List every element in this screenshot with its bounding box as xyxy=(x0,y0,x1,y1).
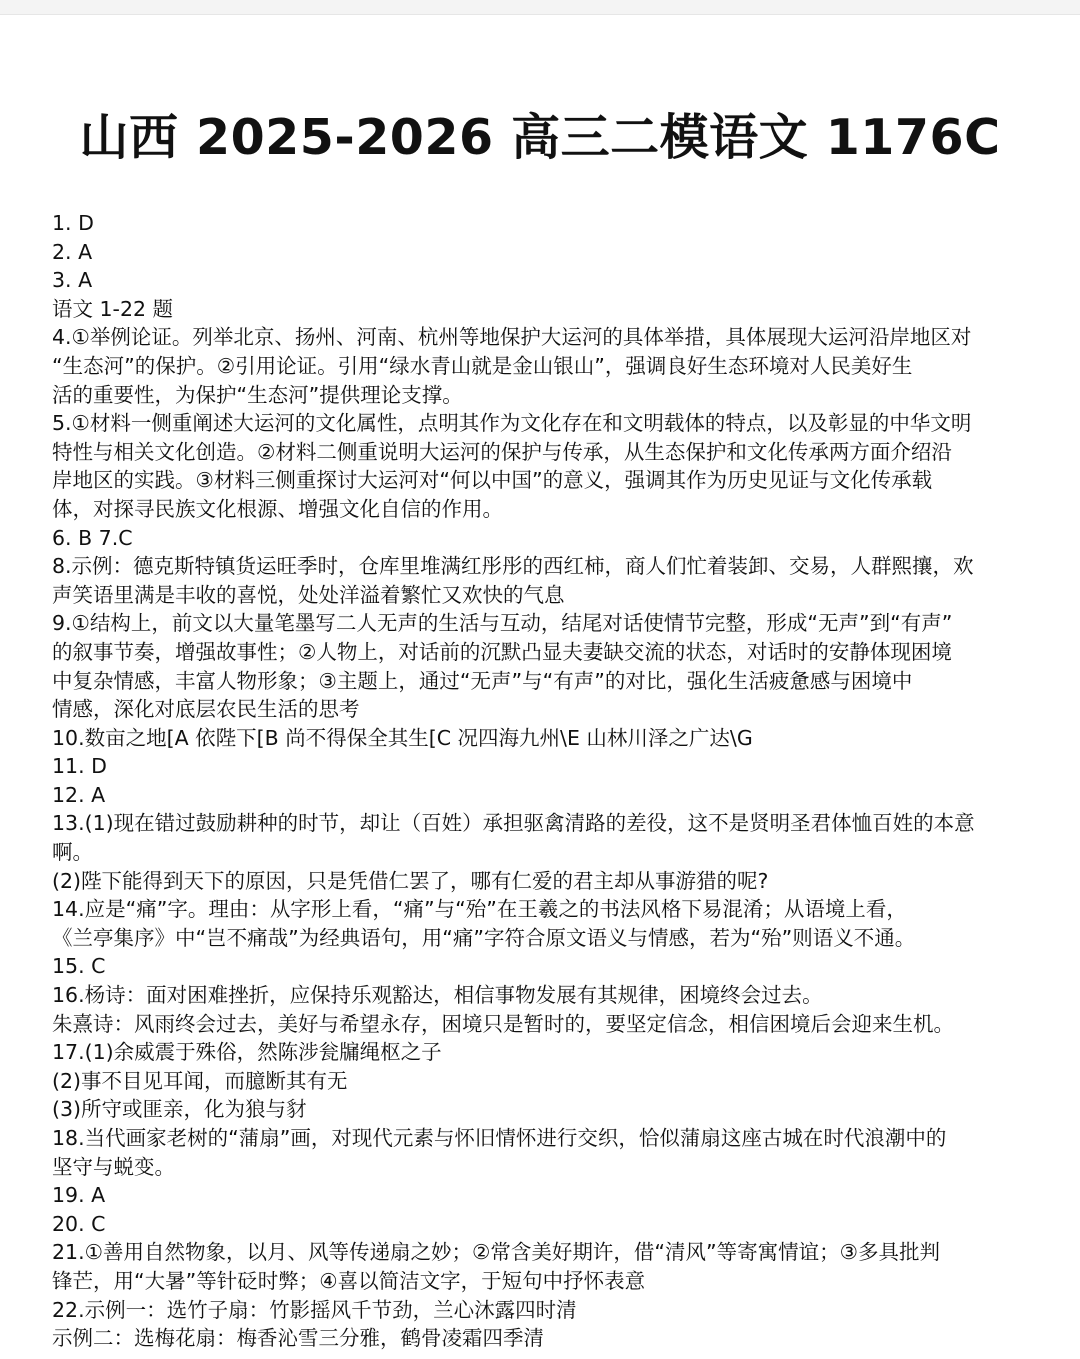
answer-line: 4.①举例论证。列举北京、扬州、河南、杭州等地保护大运河的具体举措，具体展现大运河沿岸地区对 xyxy=(52,325,972,350)
answer-line: 中复杂情感，丰富人物形象；③主题上，通过“无声”与“有声”的对比，强化生活疲惫感与困境中 xyxy=(52,668,913,693)
answer-line: 朱熹诗：风雨终会过去，美好与希望永存，困境只是暂时的，要坚定信念，相信困境后会迎来生机。 xyxy=(52,1011,954,1036)
answer-line: 特性与相关文化创造。②材料二侧重说明大运河的保护与传承，从生态保护和文化传承两方面介绍沿 xyxy=(52,439,952,464)
answer-line: 12. A xyxy=(52,782,106,807)
answer-line: (2)陛下能得到天下的原因，只是凭借仁罢了，哪有仁爱的君主却从事游猎的呢? xyxy=(52,868,769,893)
answer-line: 2. A xyxy=(52,239,93,264)
answer-line: 情感，深化对底层农民生活的思考 xyxy=(52,697,360,722)
answer-line: 《兰亭集序》中“岂不痛哉”为经典语句，用“痛”字符合原文语义与情感，若为“殆”则语义不通。 xyxy=(52,925,916,950)
answer-line: 啊。 xyxy=(52,840,93,865)
answer-line: 21.①善用自然物象，以月、风等传递扇之妙；②常含美好期许，借“清风”等寄寓情谊；③多具批判 xyxy=(52,1240,940,1265)
answer-line: 声笑语里满是丰收的喜悦，处处洋溢着繁忙又欢快的气息 xyxy=(52,582,565,607)
answer-line: 岸地区的实践。③材料三侧重探讨大运河对“何以中国”的意义，强调其作为历史见证与文化传承载 xyxy=(52,468,933,493)
answer-list xyxy=(52,209,1042,1353)
answer-line: 体，对探寻民族文化根源、增强文化自信的作用。 xyxy=(52,496,503,521)
answer-line: (3)所守或匪亲，化为狼与豺 xyxy=(52,1097,307,1122)
answer-line: 的叙事节奏，增强故事性；②人物上，对话前的沉默凸显夫妻缺交流的状态，对话时的安静体现困境 xyxy=(52,639,952,664)
answer-line: 11. D xyxy=(52,754,107,779)
answer-line: 语文 1-22 题 xyxy=(52,296,174,321)
answer-line: 坚守与蜕变。 xyxy=(52,1154,175,1179)
answer-line: 1. D xyxy=(52,211,94,235)
top-bar xyxy=(0,0,1080,15)
answer-line: 17.(1)余威震于殊俗，然陈涉瓮牖绳枢之子 xyxy=(52,1040,442,1065)
answer-line: (2)事不目见耳闻，而臆断其有无 xyxy=(52,1068,348,1093)
answer-line: 16.杨诗：面对困难挫折，应保持乐观豁达，相信事物发展有其规律，困境终会过去。 xyxy=(52,983,823,1008)
answer-line: “生态河”的保护。②引用论证。引用“绿水青山就是金山银山”，强调良好生态环境对人民美好生 xyxy=(52,353,913,378)
answer-line: 14.应是“痛”字。理由：从字形上看，“痛”与“殆”在王羲之的书法风格下易混淆；从语境上看， xyxy=(52,897,907,922)
answer-line: 10.数亩之地[A 依陛下[B 尚不得保全其生[C 况四海九州\E 山林川泽之广达\G xyxy=(52,725,753,750)
answer-line: 22.示例一：选竹子扇：竹影摇风千节劲，兰心沐露四时清 xyxy=(52,1297,577,1322)
answer-line: 6. B 7.C xyxy=(52,525,133,550)
answer-line: 5.①材料一侧重阐述大运河的文化属性，点明其作为文化存在和文明载体的特点，以及彰显的中华文明 xyxy=(52,411,972,436)
answer-line: 13.(1)现在错过鼓励耕种的时节，却让（百姓）承担驱禽清路的差役，这不是贤明圣君体恤百姓的本意 xyxy=(52,811,975,836)
answer-line: 3. A xyxy=(52,268,93,293)
page-title: 山西 2025-2026 高三二模语文 1176C xyxy=(79,109,1001,166)
answer-line: 15. C xyxy=(52,954,106,979)
answer-line: 8.示例：德克斯特镇货运旺季时，仓库里堆满红彤彤的西红柿，商人们忙着装卸、交易，人群熙攘，欢 xyxy=(52,554,974,579)
answer-line: 锋芒，用“大暑”等针砭时弊；④喜以简洁文字，于短句中抒怀表意 xyxy=(52,1268,646,1293)
answer-line: 20. C xyxy=(52,1211,106,1236)
answer-line: 9.①结构上，前文以大量笔墨写二人无声的生活与互动，结尾对话使情节完整，形成“无声”到“有声” xyxy=(52,611,953,636)
answer-line: 19. A xyxy=(52,1183,106,1208)
answer-line: 18.当代画家老树的“蒲扇”画，对现代元素与怀旧情怀进行交织，恰似蒲扇这座古城在时代浪潮中的 xyxy=(52,1126,947,1150)
answer-line: 活的重要性，为保护“生态河”提供理论支撑。 xyxy=(52,382,463,407)
answer-line: 示例二：选梅花扇：梅香沁雪三分雅，鹤骨凌霜四季清 xyxy=(52,1326,544,1351)
